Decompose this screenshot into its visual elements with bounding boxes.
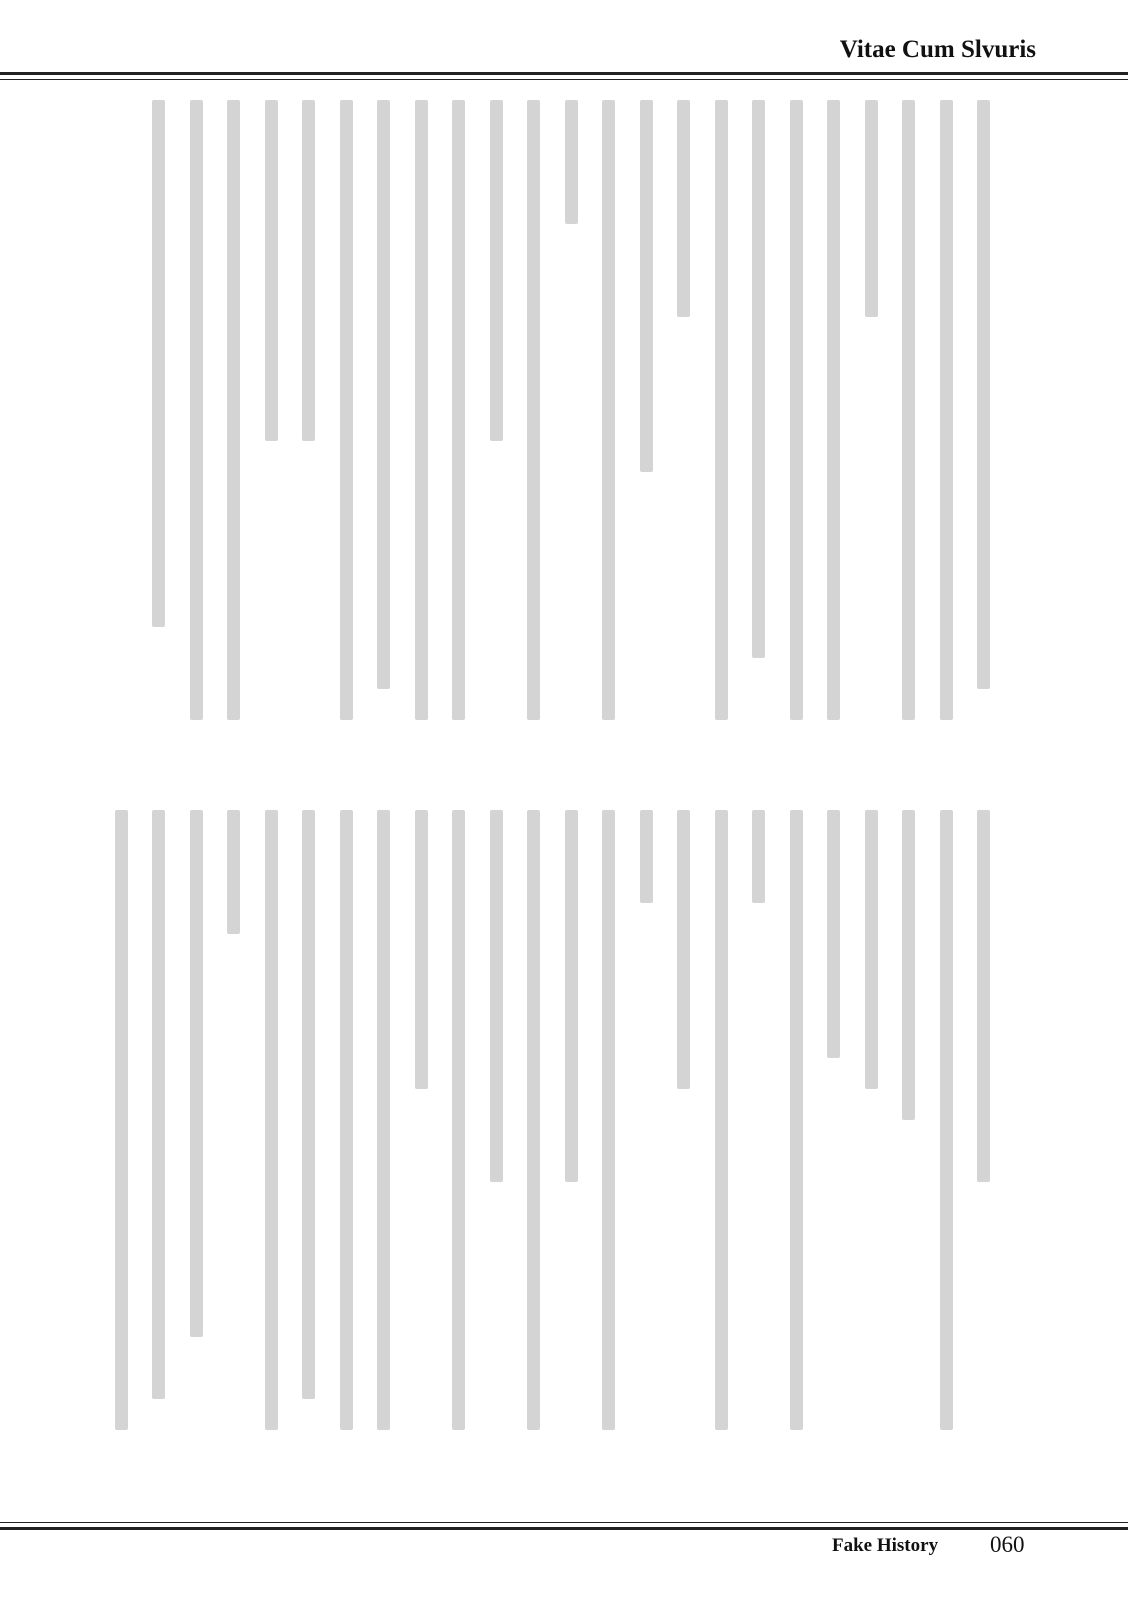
redacted-text-column: [302, 810, 315, 1399]
redacted-text-column: [940, 810, 953, 1430]
redacted-text-column: [865, 810, 878, 1089]
redacted-text-column: [190, 100, 203, 720]
redacted-text-column: [490, 810, 503, 1182]
redacted-text-column: [865, 100, 878, 317]
redacted-text-column: [640, 810, 653, 903]
redacted-text-column: [227, 810, 240, 934]
redacted-text-column: [827, 810, 840, 1058]
redacted-text-column: [902, 100, 915, 720]
footer-rule: [0, 1522, 1128, 1523]
redacted-text-column: [902, 810, 915, 1120]
redacted-text-column: [527, 810, 540, 1430]
redacted-text-column: [715, 100, 728, 720]
redacted-text-column: [640, 100, 653, 472]
redacted-text-column: [377, 100, 390, 689]
redacted-text-column: [602, 100, 615, 720]
redacted-text-column: [302, 100, 315, 441]
redacted-text-column: [602, 810, 615, 1430]
redacted-text-column: [790, 810, 803, 1430]
redacted-text-column: [565, 100, 578, 224]
redacted-text-column: [940, 100, 953, 720]
redacted-text-column: [227, 100, 240, 720]
redacted-text-column: [152, 100, 165, 627]
running-header-title: Vitae Cum Slvuris: [839, 36, 1036, 63]
text-block-bottom-redacted: [110, 810, 990, 1450]
redacted-text-column: [340, 810, 353, 1430]
redacted-text-column: [340, 100, 353, 720]
redacted-text-column: [565, 810, 578, 1182]
footer-label: Fake History: [832, 1535, 939, 1556]
redacted-text-column: [190, 810, 203, 1337]
text-block-top-redacted: [110, 100, 990, 740]
redacted-text-column: [377, 810, 390, 1430]
redacted-text-column: [752, 100, 765, 658]
redacted-text-column: [677, 810, 690, 1089]
redacted-text-column: [490, 100, 503, 441]
header-rule: [0, 79, 1128, 80]
redacted-text-column: [415, 100, 428, 720]
redacted-text-column: [415, 810, 428, 1089]
redacted-text-column: [715, 810, 728, 1430]
redacted-text-column: [790, 100, 803, 720]
header-rule: [0, 72, 1128, 75]
redacted-text-column: [977, 100, 990, 689]
redacted-text-column: [752, 810, 765, 903]
redacted-text-column: [152, 810, 165, 1399]
redacted-text-column: [452, 100, 465, 720]
redacted-text-column: [265, 810, 278, 1430]
redacted-text-column: [452, 810, 465, 1430]
footer-rule: [0, 1527, 1128, 1530]
page-number: 060: [990, 1532, 1025, 1557]
redacted-text-column: [115, 810, 128, 1430]
redacted-text-column: [527, 100, 540, 720]
redacted-text-column: [827, 100, 840, 720]
redacted-text-column: [265, 100, 278, 441]
redacted-text-column: [677, 100, 690, 317]
redacted-text-column: [977, 810, 990, 1182]
